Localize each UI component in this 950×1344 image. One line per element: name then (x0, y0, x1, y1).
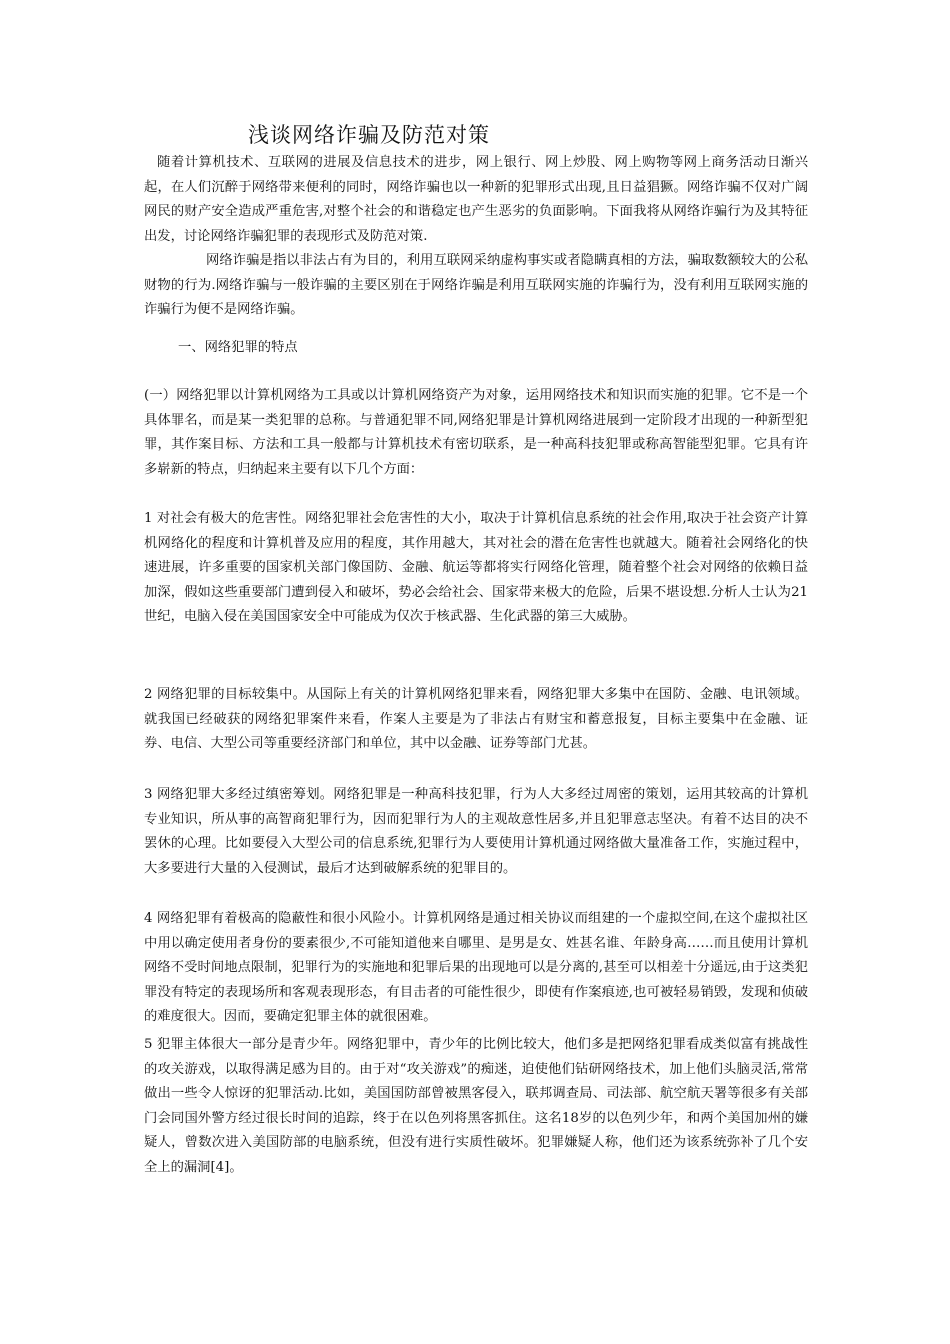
body-paragraph-point-2: 2 网络犯罪的目标较集中。从国际上有关的计算机网络犯罪来看，网络犯罪大多集中在国防、金融、电讯领域。就我国已经破获的网络犯罪案件来看，作案人主要是为了非法占有财宝和蓄意报复，目标主要集中在金融、证券、电信、大型公司等重要经济部门和单位，其中以金融、证券等部门尤甚。 (144, 687, 808, 752)
body-paragraph-point-3: 3 网络犯罪大多经过缜密筹划。网络犯罪是一种高科技犯罪，行为人大多经过周密的策划，运用其较高的计算机专业知识，所从事的高智商犯罪行为，因而犯罪行为人的主观故意性居多,并且犯罪意志坚决。有着不达目的决不罢休的心理。比如要侵入大型公司的信息系统,犯罪行为人要使用计算机通过网络做大量准备工作，实施过程中，大多要进行大量的入侵测试，最后才达到破解系统的犯罪目的。 (144, 787, 808, 876)
definition-paragraph: 网络诈骗是指以非法占有为目的，利用互联网采纳虚构事实或者隐瞒真相的方法，骗取数额较大的公私财物的行为.网络诈骗与一般诈骗的主要区别在于网络诈骗是利用互联网实施的诈骗行为，没有利用互联网实施的诈骗行为便不是网络诈骗。 (144, 253, 808, 318)
document-title: 浅谈网络诈骗及防范对策 (248, 123, 490, 147)
body-paragraph-point-5: 5 犯罪主体很大一部分是青少年。网络犯罪中，青少年的比例比较大，他们多是把网络犯罪看成类似富有挑战性的攻关游戏，以取得满足感为目的。由于对“攻关游戏”的痴迷，迫使他们钻研网络技术，加上他们头脑灵活,常常做出一些令人惊讶的犯罪活动.比如，美国国防部曾被黑客侵入，联邦调查局、司法部、航空航天署等很多有关部门会同国外警方经过很长时间的追踪，终于在以色列将黑客抓住。这名18岁的以色列少年，和两个美国加州的嫌疑人，曾数次进入美国防部的电脑系统，但没有进行实质性破坏。犯罪嫌疑人称，他们还为该系统弥补了几个安全上的漏洞[4]。 (144, 1037, 808, 1175)
body-paragraph-point-1: 1 对社会有极大的危害性。网络犯罪社会危害性的大小，取决于计算机信息系统的社会作用,取决于社会资产计算机网络化的程度和计算机普及应用的程度，其作用越大，其对社会的潜在危害性也就越大。随着社会网络化的快速进展，许多重要的国家机关部门像国防、金融、航运等都将实行网络化管理，随着整个社会对网络的依赖日益加深，假如这些重要部门遭到侵入和破坏，势必会给社会、国家带来极大的危险，后果不堪设想.分析人士认为21世纪，电脑入侵在美国国家安全中可能成为仅次于核武器、生化武器的第三大威胁。 (144, 511, 808, 625)
body-paragraph-point-4: 4 网络犯罪有着极高的隐蔽性和很小风险小。计算机网络是通过相关协议而组建的一个虚拟空间,在这个虚拟社区中用以确定使用者身份的要素很少,不可能知道他来自哪里、是男是女、姓甚名谁、年龄身高……而且使用计算机网络不受时间地点限制，犯罪行为的实施地和犯罪后果的出现地可以是分离的,甚至可以相差十分遥远,由于这类犯罪没有特定的表现场所和客观表现形态，有目击者的可能性很少，即使有作案痕迹,也可被轻易销毁，发现和侦破的难度很大。因而，要确定犯罪主体的就很困难。 (144, 911, 808, 1025)
intro-paragraph: 随着计算机技术、互联网的进展及信息技术的进步，网上银行、网上炒股、网上购物等网上商务活动日渐兴起，在人们沉醉于网络带来便利的同时，网络诈骗也以一种新的犯罪形式出现,且日益猖獗。网络诈骗不仅对广阔网民的财产安全造成严重危害,对整个社会的和谐稳定也产生恶劣的负面影响。下面我将从网络诈骗行为及其特征出发，讨论网络诈骗犯罪的表现形式及防范对策. (144, 155, 808, 244)
section-heading: 一、网络犯罪的特点 (178, 340, 298, 355)
body-paragraph-overview: (一）网络犯罪以计算机网络为工具或以计算机网络资产为对象，运用网络技术和知识而实施的犯罪。它不是一个具体罪名，而是某一类犯罪的总称。与普通犯罪不同,网络犯罪是计算机网络进展到一定阶段才出现的一种新型犯罪，其作案目标、方法和工具一般都与计算机技术有密切联系，是一种高科技犯罪或称高智能型犯罪。它具有许多崭新的特点，归纳起来主要有以下几个方面： (144, 388, 808, 477)
